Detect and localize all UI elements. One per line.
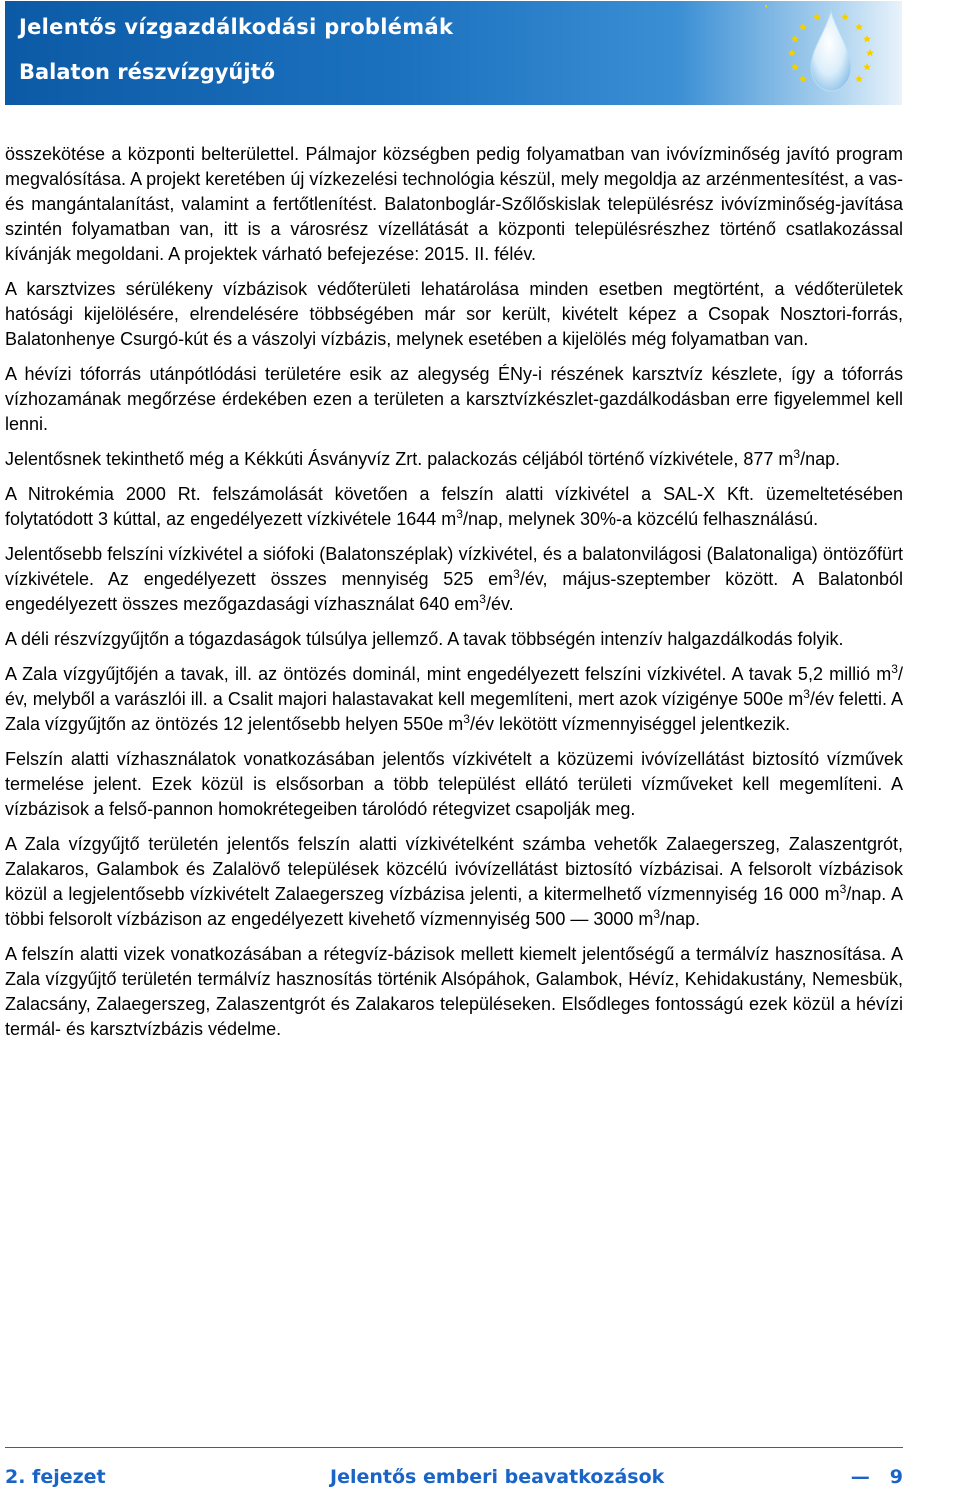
header-subtitle: Balaton részvízgyűjtő [19,60,276,84]
paragraph-text: /nap. A többi felsorolt vízbázison az engedélyezett kivehető vízmennyiség 500 — 3000 m [5,884,903,929]
eu-water-drop-logo-icon [765,5,895,101]
paragraph-text: A Zala vízgyűjtőjén a tavak, ill. az öntözés dominál, mint engedélyezett felszíni vízkivétel. A tavak 5,2 millió m [5,664,892,684]
page-header [0,0,960,118]
paragraph-text: Jelentősnek tekinthető még a Kékkúti Ásványvíz Zrt. palackozás céljából történő vízkivétele, 877 m [5,449,794,469]
superscript: 3 [513,567,520,581]
page-number: 9 [889,1466,903,1488]
body-paragraph [5,662,903,737]
paragraph-text: /év, melyből a varászlói ill. a Csalit majori halastavakat kell megemlíteni, mert azok vízigénye 500e m [5,664,903,709]
paragraph-text: /nap. [800,449,841,469]
paragraph-text: összekötése a központi belterülettel. Pálmajor községben pedig folyamatban van ivóvízminőség javító program megvalósítása. A projekt keretében új vízkezelési technológia készül, mely megoldja az arzénmentesítést, a vas- és mangántalanítást, valamint a fertőtlenítést. Balatonboglár-Szőlőskislak településrész ivóvízminőség-javítása szintén folyamatban van, itt is a városrész vízellátását a központi településrészhez történő csatlakozással kívánják megoldani. A projektek várható befejezése: 2015. II. félév. [5,144,903,264]
paragraph-text: /év feletti. A Zala vízgyűjtőn az öntözés 12 jelentősebb helyen 550e m [5,689,903,734]
paragraph-text: /év. [485,594,514,614]
footer-page-group [851,1466,903,1488]
paragraph-text: A déli részvízgyűjtőn a tógazdaságok túlsúlya jellemző. A tavak többségén intenzív halgazdálkodás folyik. [5,629,844,649]
body-paragraph [5,277,903,352]
body-paragraph [5,747,903,822]
paragraph-text: Jelentősebb felszíni vízkivétel a siófoki (Balatonszéplak) vízkivétel, és a balatonvilágosi (Balatonaliga) öntözőfürt vízkivétele. Az engedélyezett összes mennyiség 525 em [5,544,903,589]
footer-chapter: 2. fejezet [5,1466,106,1488]
body-paragraph [5,447,903,472]
header-title: Jelentős vízgazdálkodási problémák [19,15,454,39]
body-paragraph [5,627,903,652]
footer-divider [5,1447,903,1448]
paragraph-text: A felszín alatti vizek vonatkozásában a rétegvíz-bázisok mellett kiemelt jelentőségű a termálvíz hasznosítása. A Zala vízgyűjtő területén termálvíz hasznosítás történik Alsópáhok, Galambok, Hévíz, Kehidakustány, Nemesbük, Zalacsány, Zalaegerszeg, Zalaszentgrót és Zalakaros településeken. Elsődleges fontosságú ezek közül a hévízi termál- és karsztvízbázis védelme. [5,944,903,1039]
footer-dash: — [850,1466,870,1488]
document-body [5,142,903,1042]
paragraph-text: /nap. [660,909,701,929]
superscript: 3 [839,882,847,896]
paragraph-text: /nap, melynek 30%-a közcélú felhasználású. [462,509,819,529]
paragraph-text: /év lekötött vízmennyiséggel jelentkezik. [469,714,791,734]
body-paragraph [5,142,903,267]
body-paragraph [5,832,903,932]
paragraph-text: A karsztvizes sérülékeny vízbázisok védőterületi lehatárolása minden esetben megtörtént, a védőterületek hatósági kijelölésére, elrendelésére többségében már sor került, kivételt képez a Csopak Nosztori-forrás, Balatonhenye Csurgó-kút és a vászolyi vízbázis, melynek esetében a kijelölés még folyamatban van. [5,279,903,349]
footer-section-title: Jelentős emberi beavatkozások [330,1466,665,1488]
header-banner [5,1,902,105]
body-paragraph [5,942,903,1042]
page-footer [5,1466,903,1490]
paragraph-text: /év, május-szeptember között. A Balatonból engedélyezett összes mezőgazdasági vízhasználat 640 em [5,569,903,614]
superscript: 3 [456,507,463,521]
paragraph-text: Felszín alatti vízhasználatok vonatkozásában jelentős vízkivételt a közüzemi ivóvízellátást biztosító vízművek termelése jelent. Ezek közül is elsősorban a több települést ellátó területi vízműveket kell megemlíteni. A vízbázisok a felső-pannon homokrétegeiben tárolódó rétegvizet csapolják meg. [5,749,903,819]
paragraph-text: A hévízi tóforrás utánpótlódási területére esik az alegység ÉNy-i részének karsztvíz készlete, így a tóforrás vízhozamának megőrzése érdekében ezen a területen a karsztvízkészlet-gazdálkodásban erre figyelemmel kell lenni. [5,364,903,434]
superscript: 3 [793,447,801,461]
superscript: 3 [891,662,898,676]
paragraph-text: A Zala vízgyűjtő területén jelentős felszín alatti vízkivételként számba vehetők Zalaegerszeg, Zalaszentgrót, Zalakaros, Galambok és Zalalövő települések közcélú ivóvízellátást biztosító vízbázisai. A felsorolt vízbázisok közül a legjelentősebb vízkivételt Zalaegerszeg vízbázisa jelenti, a kitermelhető vízmennyiség 16 000 m [5,834,903,904]
body-paragraph [5,362,903,437]
superscript: 3 [653,907,661,921]
body-paragraph [5,482,903,532]
superscript: 3 [463,712,470,726]
body-paragraph [5,542,903,617]
superscript: 3 [803,687,810,701]
superscript: 3 [479,592,486,606]
paragraph-text: A Nitrokémia 2000 Rt. felszámolását követően a felszín alatti vízkivétel a SAL-X Kft. üzemeltetésében folytatódott 3 kúttal, az engedélyezett vízkivétele 1644 m [5,484,903,529]
